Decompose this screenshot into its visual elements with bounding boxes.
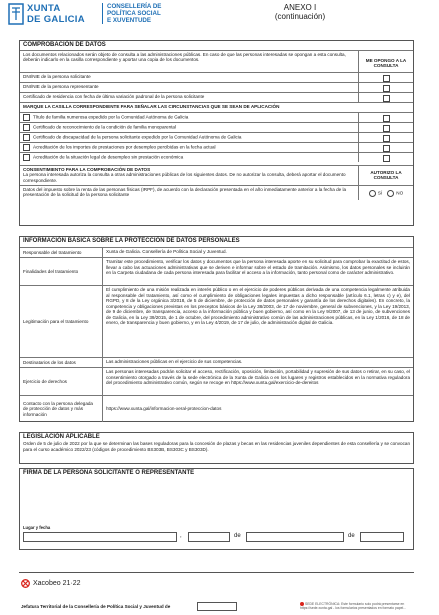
circumstance-label: Acreditación de los importes de prestaciones por desempleo percibidas en la fecha actual: [33, 144, 216, 150]
proteccion-label: Contacto con la persona delegada de protección de datos y más información: [20, 396, 103, 422]
firma-title: FIRMA DE LA PERSONA SOLICITANTE O REPRESENTANTE: [23, 470, 195, 476]
sep-comma: ,: [180, 533, 182, 539]
proteccion-link[interactable]: https://www.xunta.gal/informacion-xeral-proteccion-datos: [106, 406, 222, 412]
consent-text: La persona interesada autoriza la consulta a otras administraciones públicas de los siguientes datos. De no autorizar la consulta, deberá aportar el documento correspondiente.: [23, 172, 346, 183]
irpf-row: [20, 185, 413, 200]
circumstance-label: Certificado de discapacidad de la persona solicitante expedido por la Comunidad Autónoma de Galicia: [33, 134, 242, 140]
proteccion-label: Finalidades del tratamiento: [20, 258, 103, 286]
proteccion-text: Las administraciones públicas en el ejercicio de sus competencias.: [106, 359, 243, 364]
no-radio[interactable]: [387, 190, 394, 197]
proteccion-section: [19, 236, 414, 422]
si-label: SÍ: [377, 190, 383, 196]
proteccion-row: [20, 285, 413, 358]
proteccion-row: [20, 367, 413, 396]
opongo-checkbox[interactable]: [383, 145, 390, 152]
opongo-checkbox[interactable]: [383, 135, 390, 142]
consent-row: [20, 165, 413, 185]
proteccion-label: Destinatarios de los datos: [20, 358, 103, 368]
autorizo-header: AUTORIZO LA CONSULTA: [358, 166, 413, 185]
proteccion-text: El cumplimiento de una misión realizada en interés público o en el ejercicio de poderes públicos derivada de una competencia legalmente atribuida al responsable del tratamiento, así como el cumplimiento de obligaciones legales impuestas a dicho responsable (artículo 6.1, letras c) y e), del RGPD, y 8 de la Ley orgánica 3/2018, de 5 de diciembre, de protección de datos personales y garantía de los derechos digitales). En concreto, la competencia y obligaciones previstas en los preceptos básicos de la Ley 38/2003, de 17 de noviembre, general de subvenciones, y la Ley 19/2013, de 9 de diciembre, de transparencia, acceso a la información pública y buen gobierno, así como en la Ley 9/2007, de 13 de junio, de subvenciones de Galicia, en la Ley 39/2015, de 1 de octubre, del procedimiento administrativo común de las administraciones públicas, en la Ley 1/2016, de 18 de enero, de transparencia y buen gobierno, y en la Ley 4/2019, de 17 de julio, de administración digital de Galicia.: [106, 287, 410, 325]
consent-title: CONSENTIMIENTO PARA LA COMPROBACIÓN DE DATOS: [23, 167, 151, 172]
department-name: CONSELLERÍA DE POLÍTICA SOCIAL E XUVENTUDE: [102, 3, 161, 24]
opongo-cell: [358, 73, 413, 82]
proteccion-row: [20, 257, 413, 286]
check-item-label: DNI/NIE de la persona representante: [23, 84, 99, 89]
anexo-heading: ANEXO I (continuación): [274, 3, 326, 21]
xacobeo-icon: [21, 579, 30, 588]
circumstance-label: Acreditación de la situación legal de desempleo sin prestación económica: [33, 154, 184, 160]
circumstance-label: Título de familia numerosa expedido por la Comunidad Autónoma de Galicia: [33, 114, 189, 120]
circumstance-checkbox[interactable]: [23, 154, 30, 161]
no-label: NO: [396, 190, 404, 196]
check-row: [20, 92, 413, 102]
opongo-cell: [358, 123, 413, 132]
irpf-text: Datos del impuesto sobre la renta de las personas físicas (IRPF), de acuerdo con la declaración presentada en el año inmediatamente anterior a la fecha de la presentación de la solicitud de la persona solicitante: [23, 187, 347, 198]
lugar-field[interactable]: [23, 532, 177, 542]
opongo-cell: [358, 153, 413, 162]
proteccion-label: Ejercicio de derechos: [20, 368, 103, 396]
month-field[interactable]: [246, 532, 344, 542]
circumstance-row: [20, 132, 413, 142]
opongo-cell: [358, 113, 413, 122]
circumstance-row: [20, 122, 413, 132]
proteccion-text: Tramitar este procedimiento, verificar los datos y documentos que la persona interesada aporte en su solicitud para comprobar la exactitud de estos, llevar a cabo las actuaciones administrativas que se deriven e informar sobre el estado de tramitación. Asimismo, los datos personales se incluirán en la Carpeta ciudadana de cada persona interesada para facilitar el acceso a la información, tanto personal como de carácter administrativo.: [106, 259, 410, 275]
legislacion-text: Orden de 5 de julio de 2022 por la que se determinan las bases reguladoras para la concesión de plazas y becas en las residencias juveniles dependientes de esta consellería y se convocan para el curso académico 2022/23 (códigos de procedimiento BS303B, BS303C y BS303D).: [23, 441, 410, 452]
sep-de-1: de: [234, 533, 241, 539]
firma-section: [19, 468, 414, 550]
year-field[interactable]: [360, 532, 404, 542]
opongo-cell: [358, 133, 413, 142]
proteccion-label: Responsable del tratamiento: [20, 248, 103, 258]
circumstance-row: [20, 142, 413, 152]
circumstance-row: [20, 112, 413, 122]
opongo-cell: [358, 143, 413, 152]
proteccion-label: Legitimación para el tratamiento: [20, 286, 103, 358]
sede-note-text: SEDE ELECTRÓNICA: Este formulario solo podrá presentarse en https://sede.xunta.gal - los formularios presentados en formato papel...: [300, 602, 407, 611]
opongo-checkbox[interactable]: [383, 95, 390, 102]
sede-note: [300, 602, 414, 610]
proteccion-row: [20, 395, 413, 422]
circumstance-label: Certificado de reconocimiento de la condición de familia monoparental: [33, 124, 176, 130]
opongo-checkbox[interactable]: [383, 125, 390, 132]
opongo-cell: [358, 93, 413, 102]
jefatura-field[interactable]: [197, 602, 237, 611]
marque-heading: MARQUE LA CASILLA CORRESPONDIENTE PARA SEÑALAR LAS CIRCUNSTANCIAS QUE SE SEAN DE APLICACIÓN: [20, 102, 413, 112]
day-field[interactable]: [188, 532, 230, 542]
circumstance-checkbox[interactable]: [23, 114, 30, 121]
comprobacion-intro: Los documentos relacionados serán objeto de consulta a las administraciones públicas. En caso de que las personas interesadas se opongan a esta consulta, deberán indicarlo en la casilla correspondiente y aportar una copia de los documentos.: [23, 52, 346, 63]
xacobeo-logo: [21, 579, 80, 588]
check-row: [20, 72, 413, 82]
opongo-checkbox[interactable]: [383, 115, 390, 122]
opongo-checkbox[interactable]: [383, 75, 390, 82]
opongo-checkbox[interactable]: [383, 85, 390, 92]
irpf-options: [358, 186, 413, 200]
proteccion-title: INFORMACIÓN BÁSICA SOBRE LA PROTECCIÓN DE DATOS PERSONALES: [23, 238, 240, 244]
opongo-cell: [358, 83, 413, 92]
circumstance-checkbox[interactable]: [23, 134, 30, 141]
lugar-label: Lugar y fecha: [23, 525, 51, 530]
check-item-label: Certificado de residencia con fecha de última variación padronal de la persona solicitante: [23, 94, 205, 99]
proteccion-text: Xunta de Galicia. Consellería de Política Social y Juventud.: [106, 249, 227, 254]
comprobacion-title: COMPROBACIÓN DE DATOS: [23, 42, 106, 48]
circumstance-checkbox[interactable]: [23, 144, 30, 151]
footer-divider: [19, 572, 414, 573]
comprobacion-intro-row: [20, 50, 413, 72]
check-row: [20, 82, 413, 92]
legislacion-section: [19, 432, 414, 464]
sep-de-2: de: [348, 533, 355, 539]
opongo-header: ME OPONGO A LA CONSULTA: [358, 51, 413, 72]
jefatura-label: Jefatura Territorial de la Consellería de Política Social y Juventud de: [21, 604, 171, 609]
xunta-logo-icon: [8, 3, 24, 25]
circumstance-checkbox[interactable]: [23, 124, 30, 131]
xunta-wordmark: XUNTA DE GALICIA: [27, 3, 85, 25]
opongo-checkbox[interactable]: [383, 155, 390, 162]
comprobacion-section: [19, 40, 414, 226]
proteccion-text: Las personas interesadas podrán solicitar el acceso, rectificación, oposición, limitación, portabilidad y supresión de sus datos o retirar, en su caso, el consentimiento otorgado a través de la sede electrónica de la Xunta de Galicia o en los lugares y registros establecidos en la normativa reguladora del procedimiento administrativo común, según se recoge en https://www.xunta.gal/exercicio-de-dereitos: [106, 369, 410, 385]
xacobeo-text: Xacobeo 21·22: [33, 580, 81, 587]
si-radio[interactable]: [369, 190, 376, 197]
legislacion-title: LEGISLACIÓN APLICABLE: [23, 434, 100, 440]
check-item-label: DNI/NIE de la persona solicitante: [23, 74, 91, 79]
circumstance-row: [20, 152, 413, 162]
